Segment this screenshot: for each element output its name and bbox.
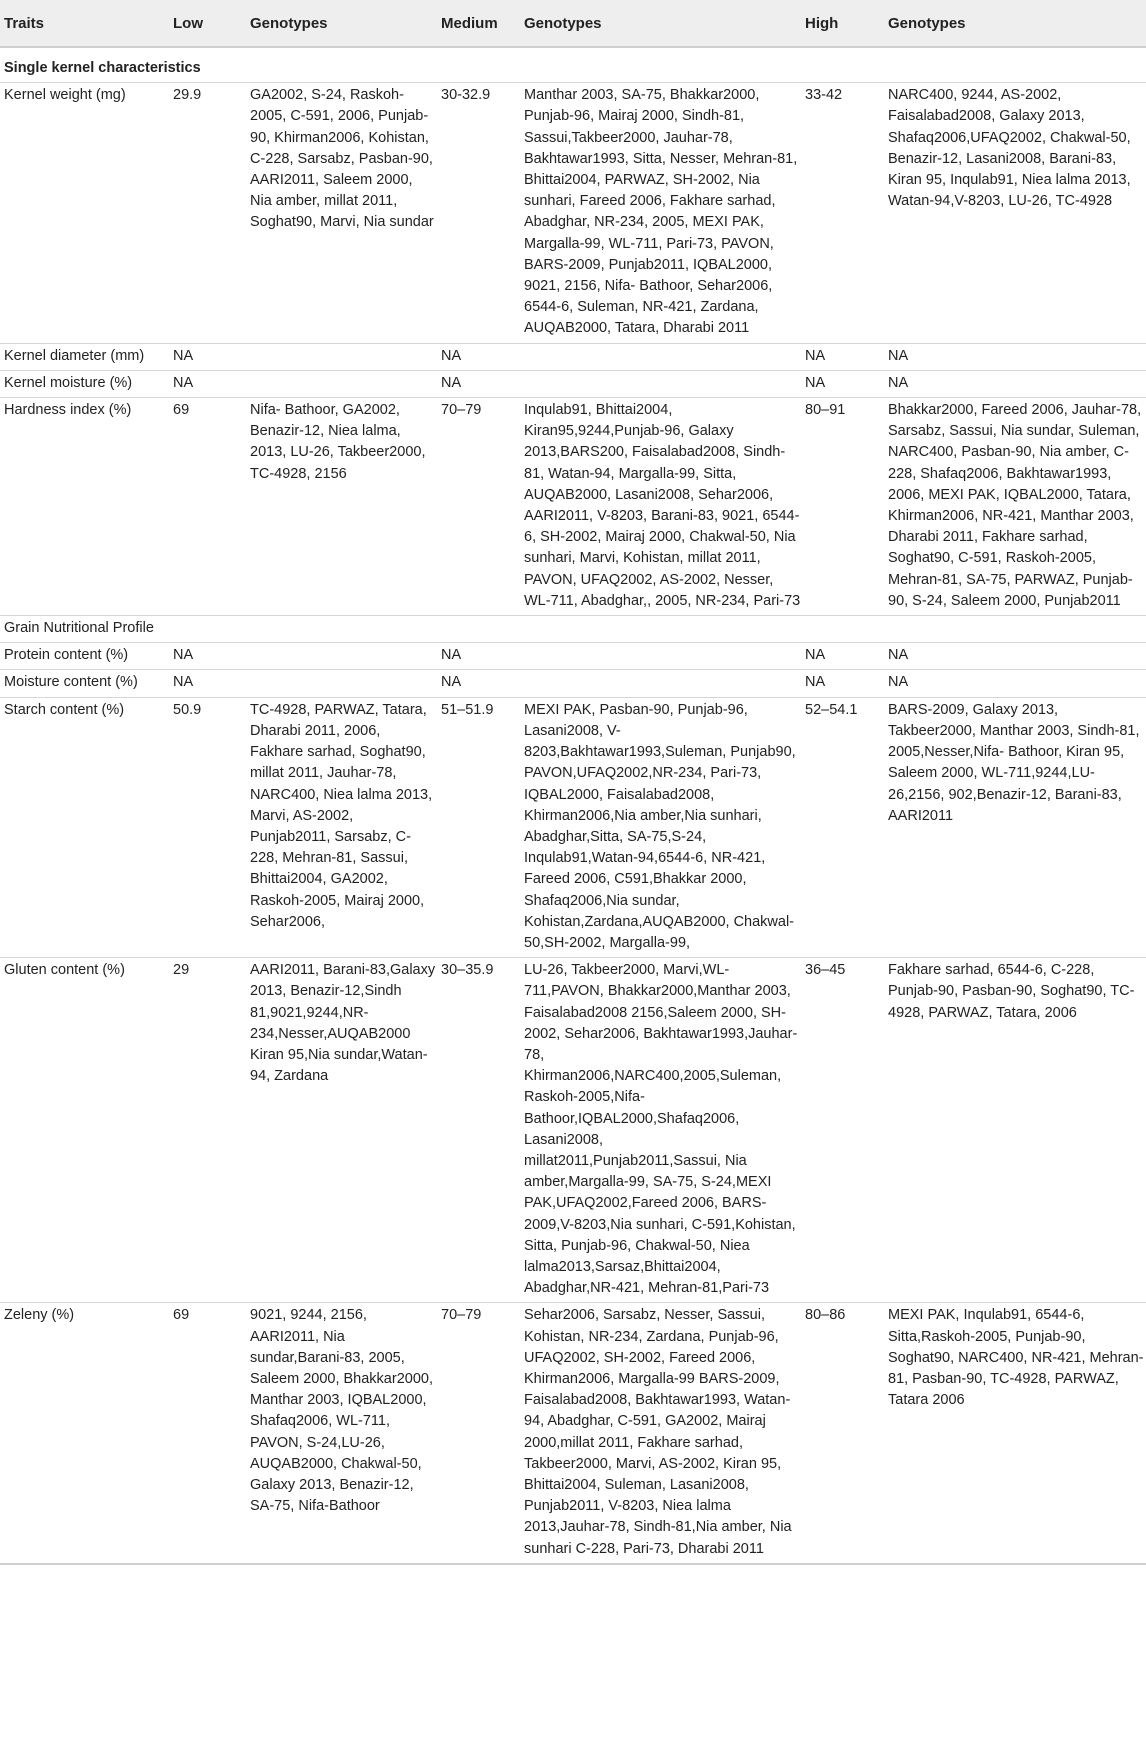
trait-cell: Starch content (%) [0, 697, 169, 957]
low-value-cell: 29 [169, 958, 246, 1303]
low-value-cell: 69 [169, 398, 246, 616]
low-value-cell: NA [169, 670, 246, 697]
medium-value-cell: NA [437, 370, 520, 397]
medium-genotypes-cell: Manthar 2003, SA-75, Bhakkar2000, Punjab-96, Mairaj 2000, Sindh-81, Sassui,Takbeer2000, Jauhar-78, Bakhtawar1993, Sitta, Nesser, Mehran-81, Bhittai2004, PARWAZ, SH-2002, Nia sunhari, Fareed 2006, Fakhare sarhad, Abadghar, NR-234, 2005, MEXI PAK, Margalla-99, WL-711, Pari-73, PAVON, BARS-2009, Punjab2011, IQBAL2000, 9021, 2156, Nifa- Bathoor, Sehar2006, 6544-6, Suleman, NR-421, Zardana, AUQAB2000, Tatara, Dharabi 2011 [520, 83, 801, 343]
low-genotypes-cell: Nifa- Bathoor, GA2002, Benazir-12, Niea lalma, 2013, LU-26, Takbeer2000, TC-4928, 2156 [246, 398, 437, 616]
high-value-cell: NA [801, 643, 884, 670]
high-genotypes-cell: MEXI PAK, Inqulab91, 6544-6, Sitta,Raskoh-2005, Punjab-90, Soghat90, NARC400, NR-421, Mehran-81, Pasban-90, TC-4928, PARWAZ, Tatara 2006 [884, 1303, 1146, 1564]
high-value-cell: NA [801, 670, 884, 697]
medium-value-cell: NA [437, 343, 520, 370]
high-value-cell: 36–45 [801, 958, 884, 1303]
section-row [0, 47, 1146, 83]
table-row [0, 343, 1146, 370]
header-row [0, 0, 1146, 47]
medium-value-cell: NA [437, 670, 520, 697]
medium-value-cell: 51–51.9 [437, 697, 520, 957]
table-row [0, 643, 1146, 670]
high-genotypes-cell: Bhakkar2000, Fareed 2006, Jauhar-78, Sarsabz, Sassui, Nia sundar, Suleman, NARC400, Pasban-90, Nia amber, C-228, Shafaq2006, Bakhtawar1993, 2006, MEXI PAK, IQBAL2000, Tatara, Khirman2006, NR-421, Manthar 2003, Dharabi 2011, Fakhare sarhad, Soghat90, C-591, Raskoh-2005, Mehran-81, SA-75, PARWAZ, Punjab-90, S-24, Saleem 2000, Punjab2011 [884, 398, 1146, 616]
low-genotypes-cell: GA2002, S-24, Raskoh-2005, C-591, 2006, Punjab-90, Khirman2006, Kohistan, C-228, Sarsabz, Pasban-90, AARI2011, Saleem 2000, Nia amber, millat 2011, Soghat90, Marvi, Nia sundar [246, 83, 437, 343]
header-traits: Traits [0, 0, 169, 47]
table-row [0, 83, 1146, 343]
low-genotypes-cell: AARI2011, Barani-83,Galaxy 2013, Benazir-12,Sindh 81,9021,9244,NR-234,Nesser,AUQAB2000 Kiran 95,Nia sundar,Watan-94, Zardana [246, 958, 437, 1303]
table-row [0, 370, 1146, 397]
medium-genotypes-cell [520, 670, 801, 697]
table-row [0, 398, 1146, 616]
trait-cell: Hardness index (%) [0, 398, 169, 616]
low-genotypes-cell [246, 370, 437, 397]
medium-genotypes-cell: Sehar2006, Sarsabz, Nesser, Sassui, Kohistan, NR-234, Zardana, Punjab-96, UFAQ2002, SH-2002, Fareed 2006, Khirman2006, Margalla-99 BARS-2009, Faisalabad2008, Bakhtawar1993, Watan-94, Abadghar, C-591, GA2002, Mairaj 2000,millat 2011, Fakhare sarhad, Takbeer2000, Marvi, AS-2002, Kiran 95, Bhittai2004, Suleman, Lasani2008, Punjab2011, V-8203, Niea lalma 2013,Jauhar-78, Sindh-81,Nia amber, Nia sunhari C-228, Pari-73, Dharabi 2011 [520, 1303, 801, 1564]
medium-genotypes-cell [520, 343, 801, 370]
medium-genotypes-cell [520, 370, 801, 397]
header-high-genotypes: Genotypes [884, 0, 1146, 47]
medium-value-cell: NA [437, 643, 520, 670]
low-value-cell: NA [169, 370, 246, 397]
low-genotypes-cell [246, 670, 437, 697]
section-title: Single kernel characteristics [4, 60, 201, 76]
high-value-cell: 52–54.1 [801, 697, 884, 957]
table-row [0, 958, 1146, 1303]
medium-genotypes-cell: LU-26, Takbeer2000, Marvi,WL-711,PAVON, Bhakkar2000,Manthar 2003, Faisalabad2008 2156,Saleem 2000, SH-2002, Sehar2006, Bakhtawar1993,Jauhar-78, Khirman2006,NARC400,2005,Suleman, Raskoh-2005,Nifa-Bathoor,IQBAL2000,Shafaq2006, Lasani2008, millat2011,Punjab2011,Sassui, Nia amber,Margalla-99, SA-75, S-24,MEXI PAK,UFAQ2002,Fareed 2006, BARS-2009,V-8203,Nia sunhari, C-591,Kohistan, Sitta, Punjab-96, Chakwal-50, Niea lalma2013,Sarsaz,Bhittai2004, Abadghar,NR-421, Mehran-81,Pari-73 [520, 958, 801, 1303]
trait-cell: Zeleny (%) [0, 1303, 169, 1564]
low-value-cell: 29.9 [169, 83, 246, 343]
section-row [0, 616, 1146, 643]
high-genotypes-cell: NA [884, 670, 1146, 697]
medium-value-cell: 70–79 [437, 1303, 520, 1564]
high-value-cell: NA [801, 370, 884, 397]
high-genotypes-cell: NA [884, 370, 1146, 397]
medium-genotypes-cell [520, 643, 801, 670]
high-genotypes-cell: BARS-2009, Galaxy 2013, Takbeer2000, Manthar 2003, Sindh-81, 2005,Nesser,Nifa- Bathoor, Kiran 95, Saleem 2000, WL-711,9244,LU-26,2156, 902,Benazir-12, Barani-83, AARI2011 [884, 697, 1146, 957]
high-genotypes-cell: NARC400, 9244, AS-2002, Faisalabad2008, Galaxy 2013, Shafaq2006,UFAQ2002, Chakwal-50, Benazir-12, Lasani2008, Barani-83, Kiran 95, Inqulab91, Niea lalma 2013, Watan-94,V-8203, LU-26, TC-4928 [884, 83, 1146, 343]
trait-cell: Kernel weight (mg) [0, 83, 169, 343]
low-genotypes-cell: TC-4928, PARWAZ, Tatara, Dharabi 2011, 2006, Fakhare sarhad, Soghat90, millat 2011, Jauhar-78, NARC400, Niea lalma 2013, Marvi, AS-2002, Punjab2011, Sarsabz, C-228, Mehran-81, Sassui, Bhittai2004, GA2002, Raskoh-2005, Mairaj 2000, Sehar2006, [246, 697, 437, 957]
low-genotypes-cell: 9021, 9244, 2156, AARI2011, Nia sundar,Barani-83, 2005, Saleem 2000, Bhakkar2000, Manthar 2003, IQBAL2000, Shafaq2006, WL-711, PAVON, S-24,LU-26, AUQAB2000, Chakwal-50, Galaxy 2013, Benazir-12, SA-75, Nifa-Bathoor [246, 1303, 437, 1564]
low-value-cell: NA [169, 343, 246, 370]
trait-cell: Kernel diameter (mm) [0, 343, 169, 370]
header-high: High [801, 0, 884, 47]
medium-genotypes-cell: MEXI PAK, Pasban-90, Punjab-96, Lasani2008, V-8203,Bakhtawar1993,Suleman, Punjab90, PAVON,UFAQ2002,NR-234, Pari-73, IQBAL2000, Faisalabad2008, Khirman2006,Nia amber,Nia sunhari, Abadghar,Sitta, SA-75,S-24, Inqulab91,Watan-94,6544-6, NR-421, Fareed 2006, C591,Bhakkar 2000, Shafaq2006,Nia sundar, Kohistan,Zardana,AUQAB2000, Chakwal-50,SH-2002, Margalla-99, [520, 697, 801, 957]
medium-value-cell: 70–79 [437, 398, 520, 616]
high-genotypes-cell: NA [884, 643, 1146, 670]
table-row [0, 1303, 1146, 1564]
trait-cell: Kernel moisture (%) [0, 370, 169, 397]
low-value-cell: 69 [169, 1303, 246, 1564]
medium-genotypes-cell: Inqulab91, Bhittai2004, Kiran95,9244,Punjab-96, Galaxy 2013,BARS200, Faisalabad2008, Sindh-81, Watan-94, Margalla-99, Sitta, AUQAB2000, Lasani2008, Sehar2006, AARI2011, V-8203, Barani-83, 9021, 6544-6, SH-2002, Mairaj 2000, Chakwal-50, Nia sunhari, Marvi, Kohistan, millat 2011, PAVON, UFAQ2002, AS-2002, Nesser, WL-711, Abadghar,, 2005, NR-234, Pari-73 [520, 398, 801, 616]
trait-cell: Moisture content (%) [0, 670, 169, 697]
medium-value-cell: 30–35.9 [437, 958, 520, 1303]
low-value-cell: NA [169, 643, 246, 670]
medium-value-cell: 30-32.9 [437, 83, 520, 343]
low-genotypes-cell [246, 343, 437, 370]
low-genotypes-cell [246, 643, 437, 670]
trait-cell: Gluten content (%) [0, 958, 169, 1303]
section-title: Grain Nutritional Profile [4, 620, 154, 637]
table-header [0, 0, 1146, 47]
table-row [0, 697, 1146, 957]
header-low-genotypes: Genotypes [246, 0, 437, 47]
high-genotypes-cell: NA [884, 343, 1146, 370]
high-value-cell: 80–86 [801, 1303, 884, 1564]
header-medium-genotypes: Genotypes [520, 0, 801, 47]
table-body [0, 47, 1146, 1564]
table-row [0, 670, 1146, 697]
low-value-cell: 50.9 [169, 697, 246, 957]
header-low: Low [169, 0, 246, 47]
high-value-cell: 80–91 [801, 398, 884, 616]
high-genotypes-cell: Fakhare sarhad, 6544-6, C-228, Punjab-90, Pasban-90, Soghat90, TC-4928, PARWAZ, Tatara, 2006 [884, 958, 1146, 1303]
high-value-cell: 33-42 [801, 83, 884, 343]
trait-cell: Protein content (%) [0, 643, 169, 670]
high-value-cell: NA [801, 343, 884, 370]
header-medium: Medium [437, 0, 520, 47]
